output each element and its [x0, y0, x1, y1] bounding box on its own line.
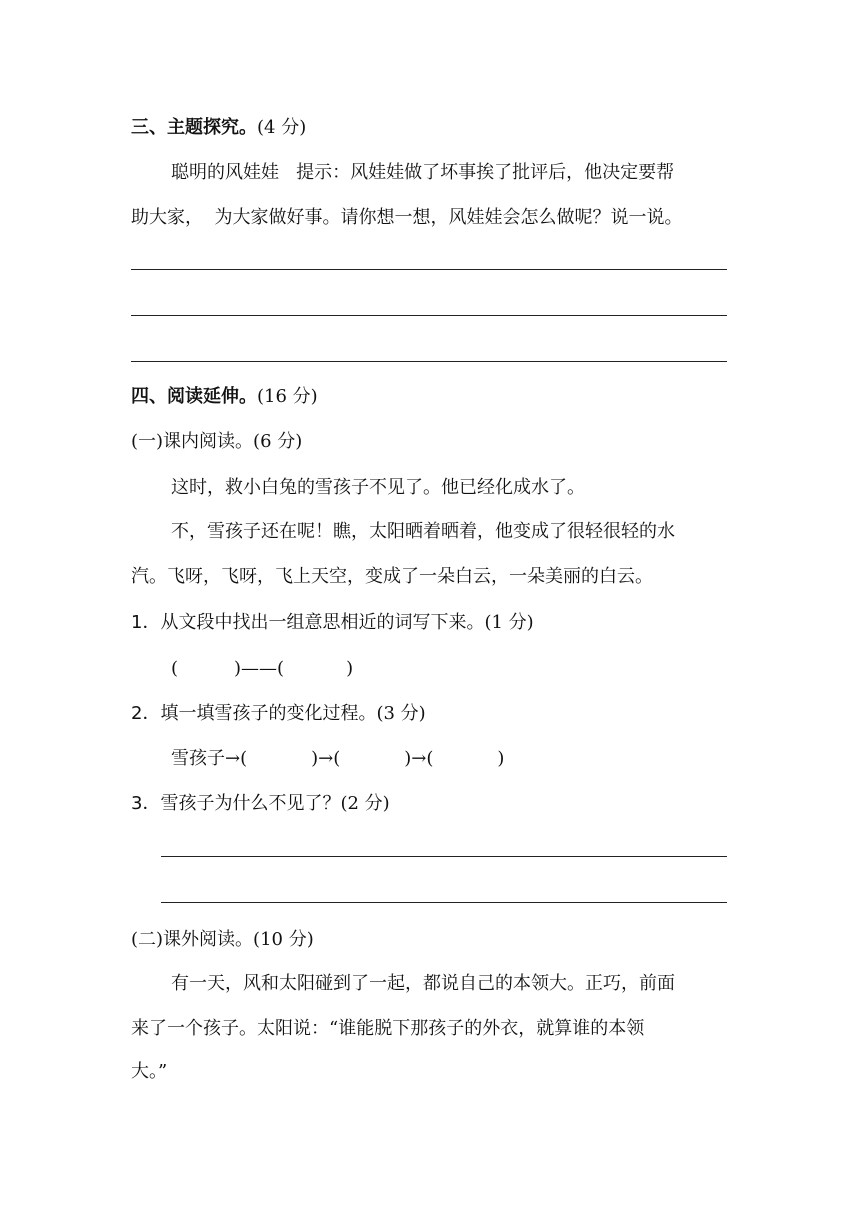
q2-arrow-1: )→(	[311, 748, 341, 769]
q2-end: )	[497, 748, 505, 769]
part2-passage-line1: 有一天，风和太阳碰到了一起，都说自己的本领大。正巧，前面	[171, 973, 675, 994]
question-3	[131, 791, 390, 817]
part1-passage-line2: 不，雪孩子还在呢！瞧，太阳晒着晒着，他变成了很轻很轻的水	[171, 521, 675, 542]
section3-heading-label: 三、主题探究。	[131, 117, 257, 138]
question-2-number: 2．	[131, 703, 161, 724]
question-1-text: 从文段中找出一组意思相近的词写下来。(1 分)	[160, 612, 534, 633]
section3-prompt-line1: 聪明的风娃娃 提示：风娃娃做了坏事挨了批评后，他决定要帮	[171, 162, 675, 183]
q1-blank-open: (	[171, 658, 179, 679]
part1-passage-line3: 汽。飞呀，飞呀，飞上天空，变成了一朵白云，一朵美丽的白云。	[131, 566, 653, 587]
question-3-text: 雪孩子为什么不见了？(2 分)	[160, 793, 390, 814]
part2-title: (二)课外阅读。(10 分)	[131, 929, 314, 950]
section4-heading-label: 四、阅读延伸。	[131, 386, 257, 407]
part1-title: (一)课内阅读。(6 分)	[131, 431, 303, 452]
question-1-number: 1．	[131, 612, 161, 633]
question-1	[131, 610, 534, 636]
question-1-answer	[171, 656, 353, 682]
section3-heading	[131, 115, 306, 141]
answer-line[interactable]	[131, 361, 727, 362]
section3-prompt-line2: 助大家， 为大家做好事。请你想一想，风娃娃会怎么做呢？说一说。	[131, 207, 683, 228]
answer-line[interactable]	[131, 269, 727, 270]
part2-passage-line2: 来了一个孩子。太阳说：“谁能脱下那孩子的外衣，就算谁的本领	[131, 1018, 645, 1039]
part1-passage-line1: 这时，救小白兔的雪孩子不见了。他已经化成水了。	[171, 477, 585, 498]
answer-line[interactable]	[161, 856, 727, 857]
answer-line[interactable]	[161, 902, 727, 903]
section4-heading	[131, 384, 318, 410]
question-3-number: 3．	[131, 793, 161, 814]
question-2-answer	[171, 746, 504, 772]
question-2	[131, 701, 426, 727]
part2-passage-line3: 大。”	[131, 1061, 168, 1082]
section3-heading-score: (4 分)	[257, 117, 307, 138]
q1-blank-close: )	[346, 658, 354, 679]
question-2-text: 填一填雪孩子的变化过程。(3 分)	[160, 703, 426, 724]
answer-line[interactable]	[131, 315, 727, 316]
q1-dash: )——(	[234, 658, 285, 679]
section4-heading-score: (16 分)	[257, 386, 318, 407]
q2-start: 雪孩子→(	[171, 748, 248, 769]
q2-arrow-2: )→(	[404, 748, 434, 769]
